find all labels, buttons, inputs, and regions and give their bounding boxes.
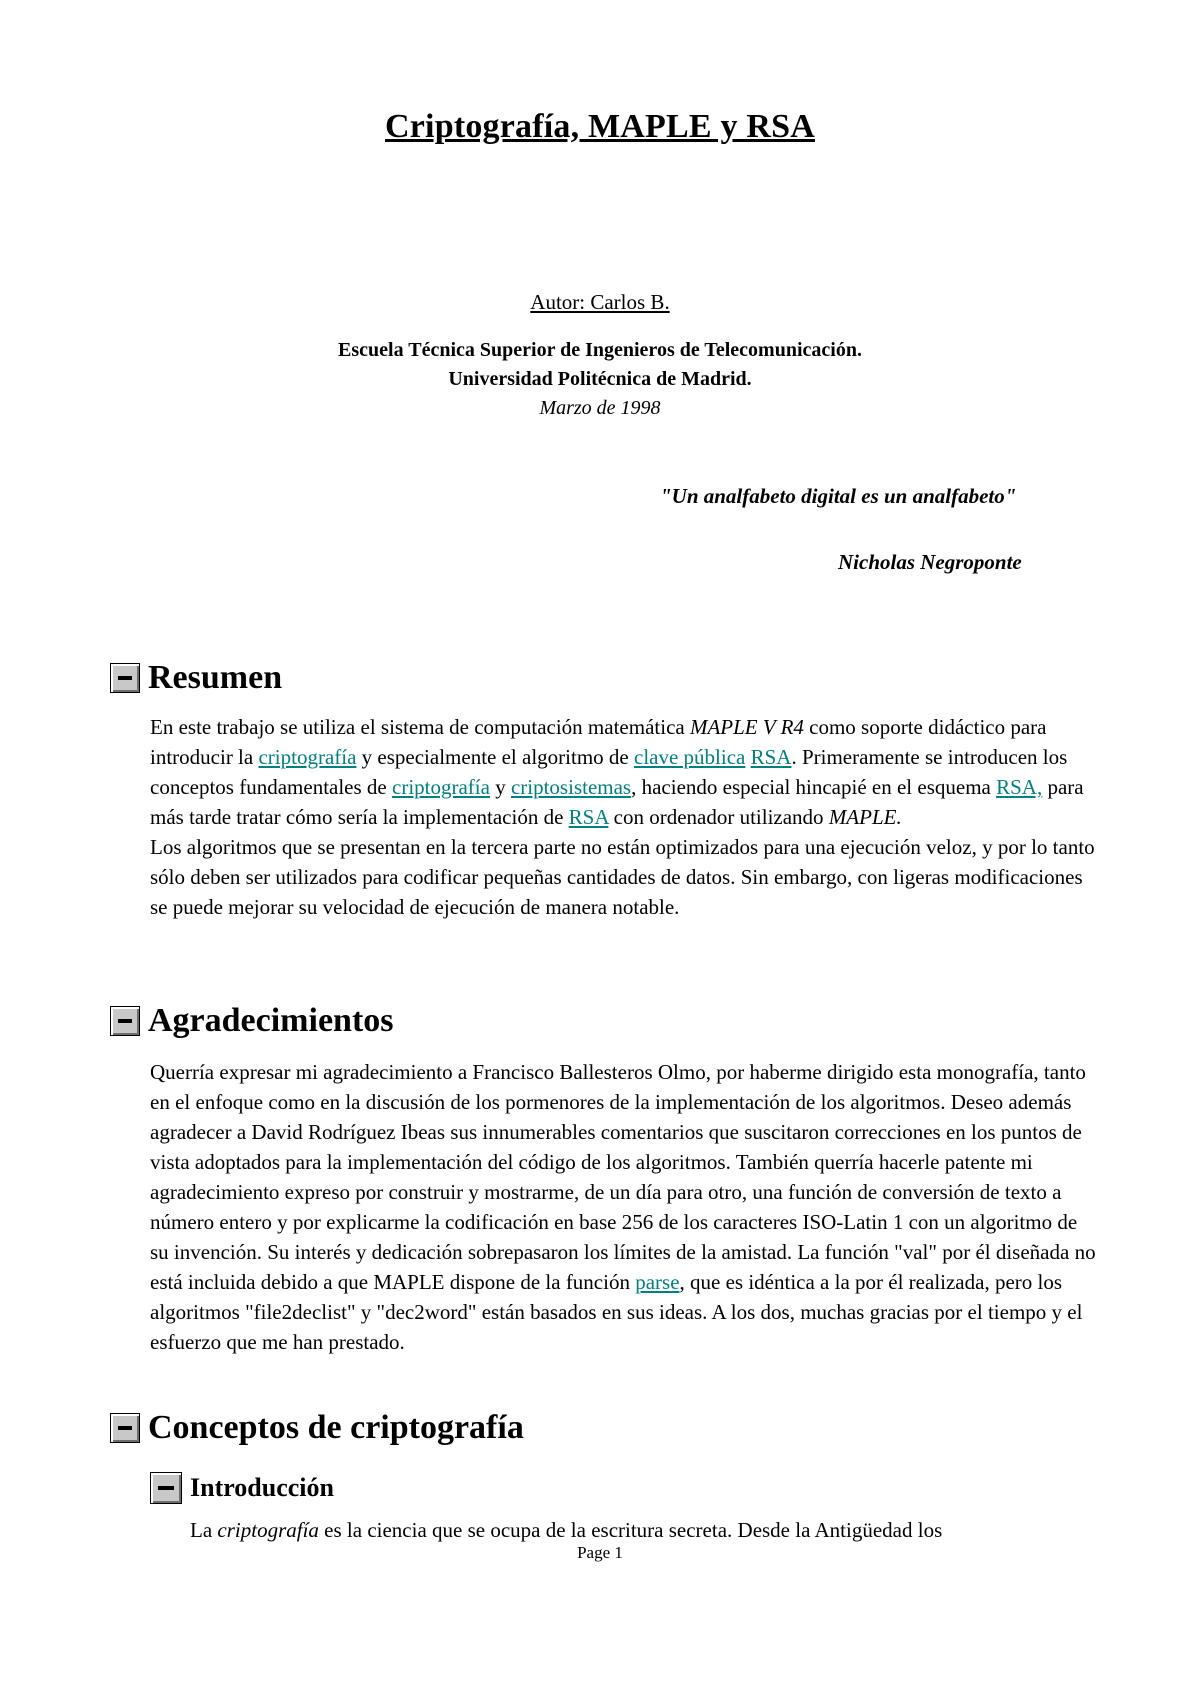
section-heading-resumen [110,658,282,698]
link-rsa[interactable]: RSA [750,745,792,769]
text-run: . Primeramente se introducen los conceptos fundamentales de [150,745,1068,799]
text-run: Querría expresar mi agradecimiento a Francisco Ballesteros Olmo, por haberme dirigido esta monografía, tanto en el enfoque como en la discusión de los pormenores de la implementación de los algoritmos. Deseo además agradecer a David Rodríguez Ibeas sus innumerables comentarios que suscitaron correcciones en los puntos de vista adoptados para la implementación del código de los algoritmos. También querría hacerle patente mi agradecimiento expreso por construir y mostrarme, de un día para otro, una función de conversión de texto a número entero y por explicarme la codificación en base 256 de los caracteres ISO-Latin 1 con un algoritmo de su invención. Su interés y dedicación sobrepasaron los límites de la amistad. La función "val" por él diseñada no está incluida debido a que MAPLE dispone de la función [150,1060,1096,1294]
text-run: En este trabajo se utiliza el sistema de computación matemática [150,715,690,739]
section-title: Agradecimientos [148,1002,394,1039]
subsection-heading-introduccion [150,1472,334,1504]
resumen-paragraph [150,712,1100,922]
link-criptosistemas[interactable]: criptosistemas [510,775,632,799]
collapse-icon[interactable] [150,1472,182,1504]
text-run: con ordenador utilizando [608,805,829,829]
resumen-paragraph-2: Los algoritmos que se presentan en la tercera parte no están optimizados para una ejecución veloz, y por lo tanto sólo deben ser utilizados para codificar pequeñas cantidades de datos. Sin embargo, con ligeras modificaciones se puede mejorar su velocidad de ejecución de manera notable. [150,835,1095,919]
epigraph-quote: "Un analfabeto digital es un analfabeto" [660,484,1017,508]
link-criptografia-2[interactable]: criptografía [392,775,490,799]
link-rsa-3[interactable]: RSA [568,805,609,829]
text-run: y [489,775,511,799]
text-run: MAPLE V R4 [689,715,804,739]
author-line: Autor: Carlos B. [530,290,670,314]
page-number: Page 1 [577,1543,623,1562]
section-heading-conceptos [110,1408,524,1448]
document-title: Criptografía, MAPLE y RSA [385,108,815,145]
subsection-title: Introducción [190,1473,334,1502]
collapse-icon[interactable] [110,1413,140,1443]
affiliation-block [0,336,1200,423]
text-run: como soporte didáctico para introducir la [150,715,1047,769]
epigraph-author: Nicholas Negroponte [838,550,1022,574]
text-run: , haciendo especial hincapié en el esquema [631,775,997,799]
text-run: criptografía [217,1518,319,1542]
university: Universidad Politécnica de Madrid. [448,368,752,390]
collapse-icon[interactable] [110,663,140,693]
collapse-icon[interactable] [110,1006,140,1036]
section-title: Resumen [148,659,283,696]
section-heading-agradecimientos [110,1001,394,1041]
link-criptografia[interactable]: criptografía [258,745,357,769]
text-run: es la ciencia que se ocupa de la escritura secreta. Desde la Antigüedad los [318,1518,943,1542]
section-title: Conceptos de criptografía [148,1409,524,1446]
text-run: , que es idéntica a la por él realizada, pero los algoritmos "file2declist" y "dec2word" están basados en sus ideas. A los dos, muchas gracias por el tiempo y el esfuerzo que me han prestado. [150,1270,1083,1354]
introduccion-paragraph [190,1515,1110,1545]
text-run: para más tarde tratar cómo sería la implementación de [150,775,1084,829]
text-run: La [190,1518,218,1542]
link-clave-publica[interactable]: clave pública [634,745,746,769]
agradecimientos-paragraph [150,1057,1100,1357]
text-run: y especialmente el algoritmo de [356,745,634,769]
text-run: MAPLE. [828,805,902,829]
date: Marzo de 1998 [539,397,661,419]
link-rsa-2[interactable]: RSA, [996,775,1043,799]
link-parse[interactable]: parse [635,1270,680,1294]
institution: Escuela Técnica Superior de Ingenieros de Telecomunicación. [338,339,862,361]
